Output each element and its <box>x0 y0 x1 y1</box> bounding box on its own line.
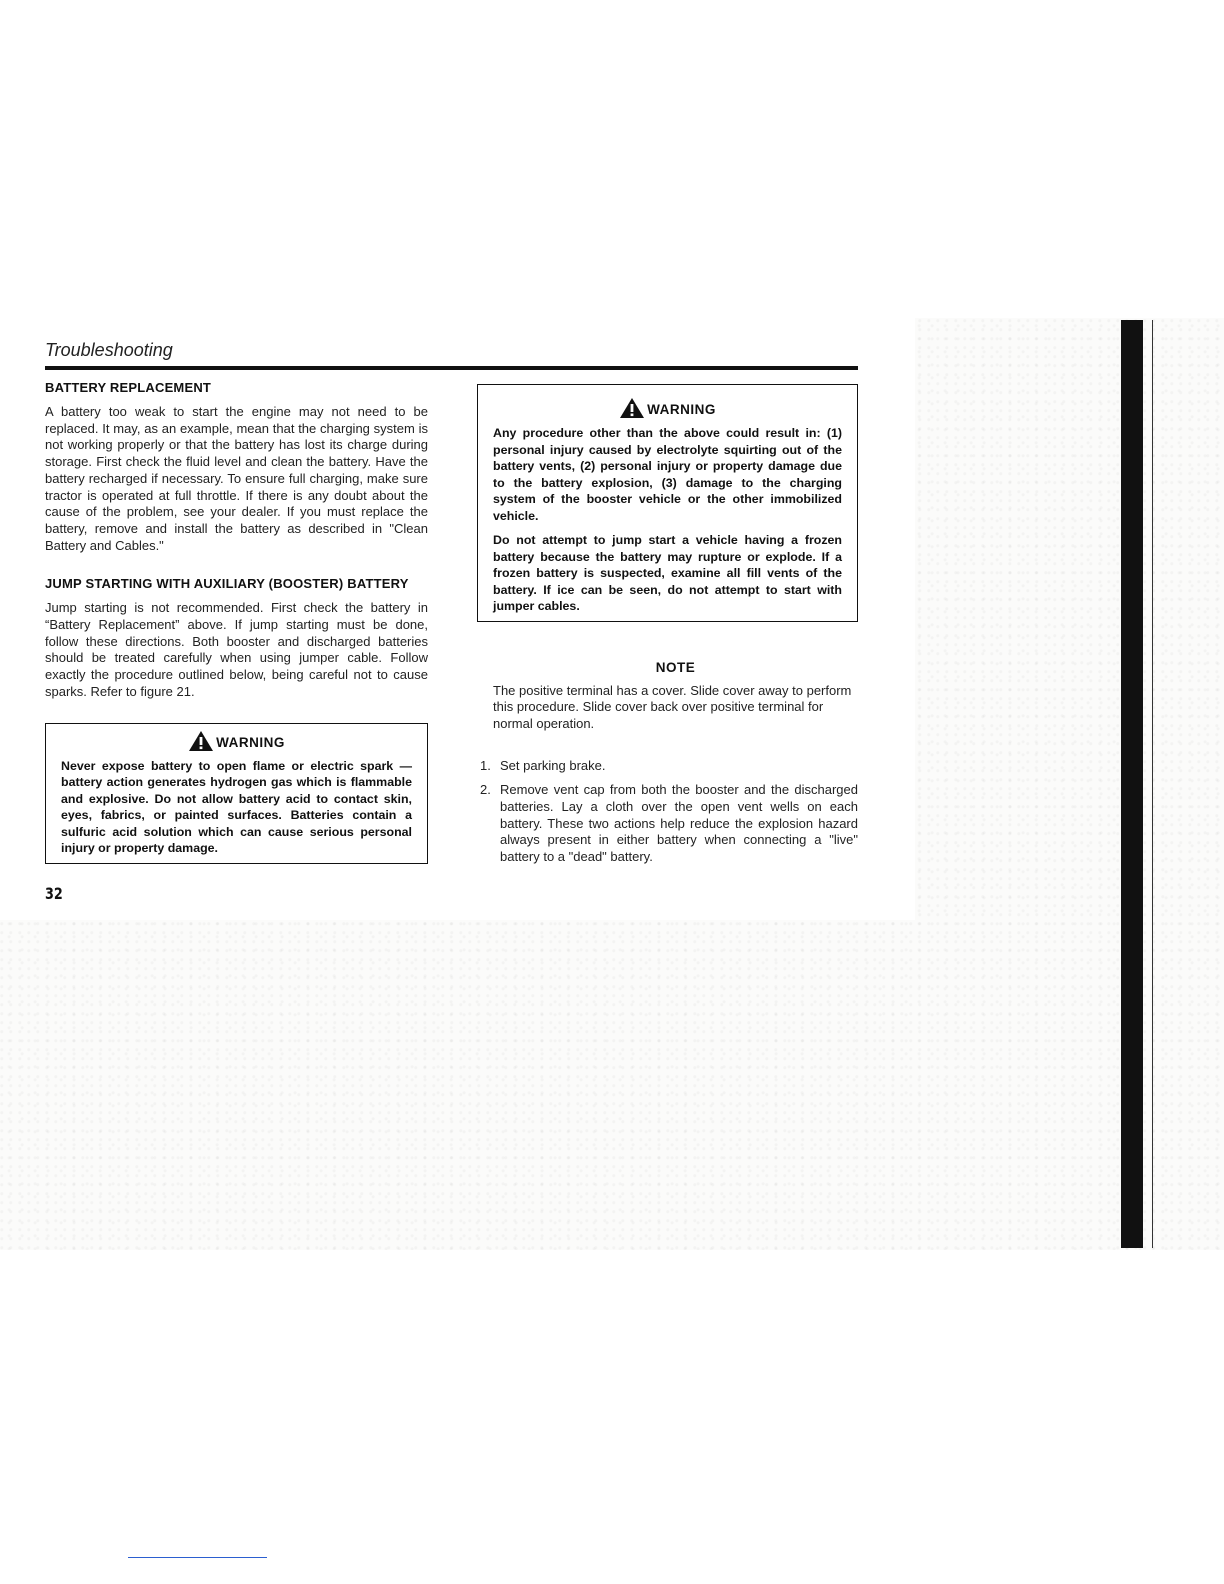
note-label: NOTE <box>655 659 696 675</box>
step-text: Set parking brake. <box>500 757 606 773</box>
list-item <box>477 782 858 866</box>
warning-label: WARNING <box>216 734 285 750</box>
warning-procedure-text: Any procedure other than the above could result in: (1) personal injury caused by electrolyte squirting out of the battery vents, (2) personal injury or property damage due to the battery explosion, (3) damage to the charging system of the booster vehicle or the other immobilized vehicle. <box>493 426 842 523</box>
warning-box-flame <box>45 723 428 864</box>
section-title: Troubleshooting <box>45 340 173 360</box>
step-number: 2. <box>480 782 491 798</box>
page-number: 32 <box>45 884 63 903</box>
warning-triangle-icon <box>188 730 214 752</box>
procedure-steps <box>477 758 858 866</box>
right-column <box>477 384 858 874</box>
left-column <box>45 380 428 864</box>
warning-header <box>493 397 842 419</box>
warning-label: WARNING <box>647 402 716 417</box>
note-block <box>477 660 858 733</box>
list-item <box>477 758 858 775</box>
footer-underline <box>128 1557 267 1558</box>
jump-starting-heading: JUMP STARTING WITH AUXILIARY (BOOSTER) BATTERY <box>45 576 409 592</box>
binding-edge-strip <box>1121 320 1143 1248</box>
warning-triangle-icon <box>619 397 645 419</box>
warning-header <box>61 730 412 752</box>
step-number: 1. <box>480 757 491 773</box>
battery-replacement-text: A battery too weak to start the engine may not need to be replaced. It may, as an example, mean that the charging system is not working properly or that the battery has lost its charge during storage. First check the fluid level and clean the battery. Have the battery recharged if necessary. To ensure full charging, make sure tractor is operated at full throttle. If there is any doubt about the cause of the problem, see your dealer. If you must replace the battery, remove and install the battery as described in "Clean Battery and Cables." <box>45 404 428 553</box>
jump-starting-text: Jump starting is not recommended. First check the battery in “Battery Replacement” above. If jump starting must be done, follow these directions. Both booster and discharged batteries should be treated carefully when using jumper cable. Follow exactly the procedure outlined below, being careful not to cause sparks. Refer to figure 21. <box>45 600 428 699</box>
binding-edge-line <box>1152 320 1153 1248</box>
battery-replacement-heading: BATTERY REPLACEMENT <box>45 380 212 395</box>
header-rule <box>45 366 858 370</box>
warning-text: Never expose battery to open flame or electric spark — battery action generates hydrogen gas which is flammable and explosive. Do not allow battery acid to contact skin, eyes, fabrics, or painted surfaces. Batteries contain a sulfuric acid solution which can cause serious personal injury or property damage. <box>61 758 412 856</box>
warning-box-procedure <box>477 384 858 622</box>
note-text: The positive terminal has a cover. Slide cover away to perform this procedure. Slide cover back over positive terminal for normal operation. <box>493 682 852 731</box>
warning-frozen-battery-text: Do not attempt to jump start a vehicle having a frozen battery because the battery may rupture or explode. If a frozen battery is suspected, examine all fill vents of the battery. If ice can be seen, do not attempt to start with jumper cables. <box>493 533 842 613</box>
step-text: Remove vent cap from both the booster and the discharged batteries. Lay a cloth over the open vent wells on each battery. These two actions help reduce the explosion hazard always present in either battery when connecting a "live" battery to a "dead" battery. <box>500 782 858 865</box>
